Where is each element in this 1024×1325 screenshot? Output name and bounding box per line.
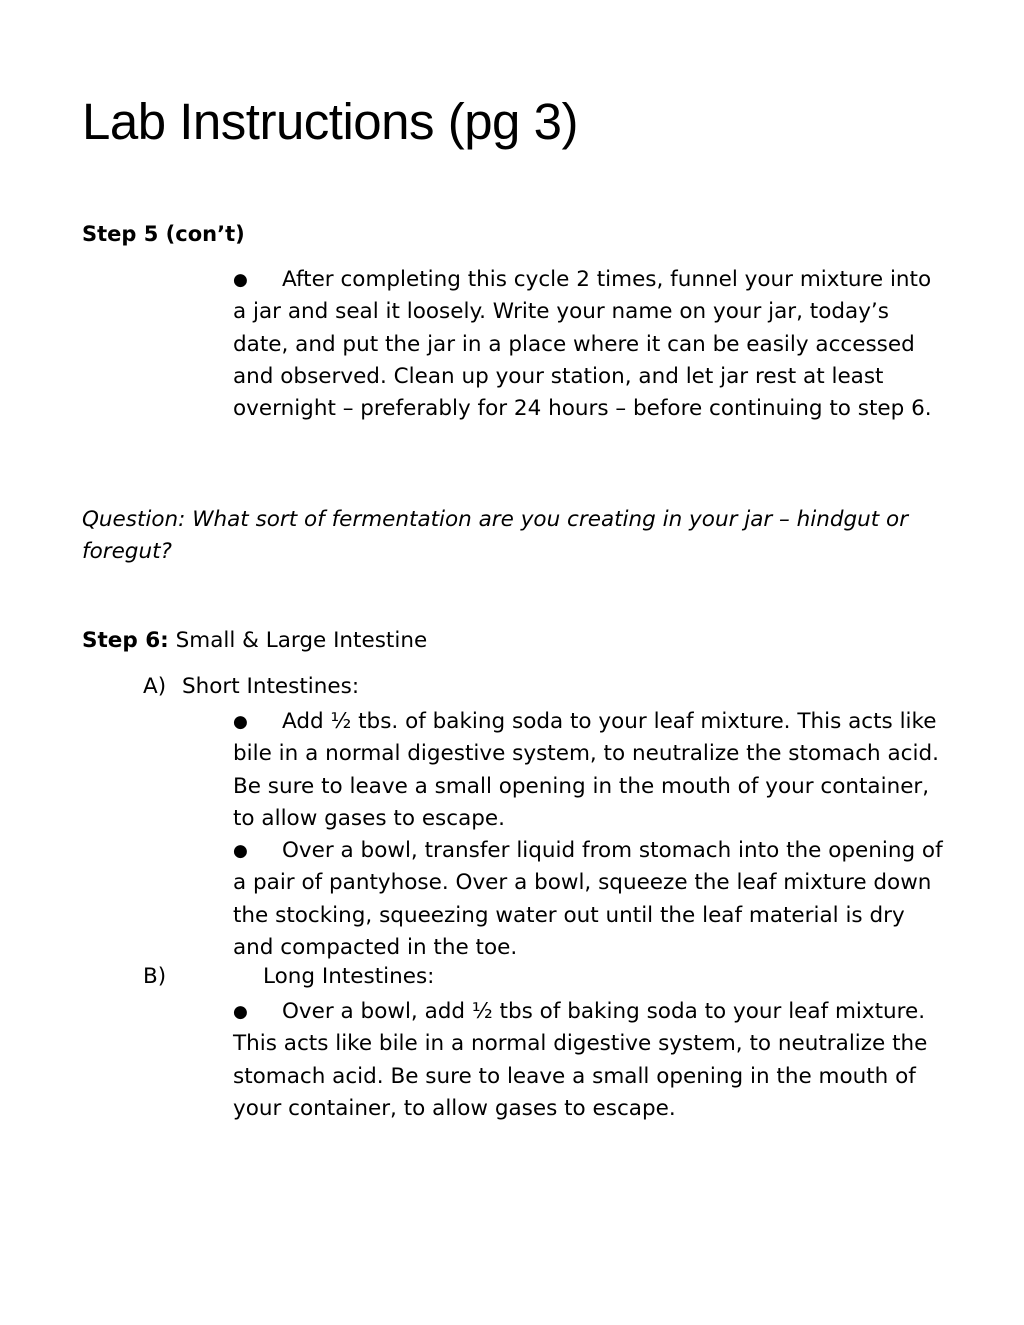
- bullet-icon: ●: [233, 1002, 248, 1022]
- step-5-heading-text: Step 5 (con’t): [82, 222, 245, 246]
- bullet-icon: ●: [233, 841, 248, 861]
- section-a-bullet-item: [233, 835, 943, 964]
- section-b-marker: B): [143, 964, 167, 989]
- section-a-bullet-text: Add ½ tbs. of baking soda to your leaf mixture. This acts like bile in a normal digestive system, to neutralize the stomach acid. Be sure to leave a small opening in the mouth of your container, to allow gases to escape.: [233, 709, 939, 831]
- section-a-bullet-text: Over a bowl, transfer liquid from stomach into the opening of a pair of pantyhose. Over a bowl, squeeze the leaf mixture down the stocking, squeezing water out until the leaf material is dry and compacted in the toe.: [233, 838, 943, 960]
- section-b-bullet-item: [233, 996, 943, 1125]
- step-5-bullet-item: [233, 264, 943, 425]
- section-a-bullet-item: [233, 706, 943, 835]
- step-6-heading-title: Small & Large Intestine: [168, 628, 428, 653]
- step-5-heading: [82, 222, 245, 246]
- bullet-icon: ●: [233, 712, 248, 732]
- bullet-icon: ●: [233, 270, 248, 290]
- section-a-label: Short Intestines:: [182, 674, 360, 699]
- question-text: Question: What sort of fermentation are you creating in your jar – hindgut or foregut?: [82, 507, 909, 565]
- section-b-label: Long Intestines:: [263, 964, 435, 989]
- section-b-bullet-text: Over a bowl, add ½ tbs of baking soda to your leaf mixture. This acts like bile in a normal digestive system, to neutralize the stomach acid. Be sure to leave a small opening in the mouth of your container, to allow gases to escape.: [233, 999, 928, 1121]
- step-6-heading: [82, 628, 427, 653]
- step-5-bullet-text: After completing this cycle 2 times, funnel your mixture into a jar and seal it loosely. Write your name on your jar, today’s date, and put the jar in a place where it can be easily accessed and observed. Clean up your station, and let jar rest at least overnight – preferably for 24 hours – before continuing to step 6.: [233, 267, 932, 422]
- step-6-heading-label: Step 6:: [82, 628, 169, 653]
- page-title: Lab Instructions (pg 3): [82, 93, 578, 150]
- section-a-marker: A): [143, 674, 167, 699]
